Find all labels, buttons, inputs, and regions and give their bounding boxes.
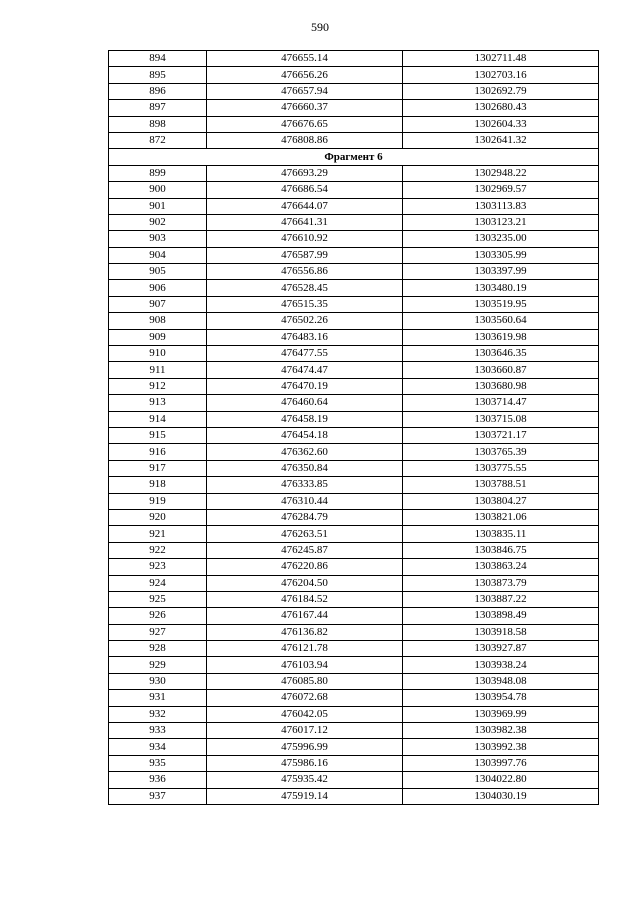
point-number-cell: 929 — [109, 657, 207, 673]
table-row — [109, 690, 599, 706]
y-coordinate-cell: 1303619.98 — [403, 329, 599, 345]
x-coordinate-cell: 475986.16 — [207, 755, 403, 771]
table-row — [109, 706, 599, 722]
point-number-cell: 895 — [109, 67, 207, 83]
x-coordinate-cell: 476656.26 — [207, 67, 403, 83]
y-coordinate-cell: 1303715.08 — [403, 411, 599, 427]
x-coordinate-cell: 476808.86 — [207, 132, 403, 148]
point-number-cell: 910 — [109, 346, 207, 362]
table-row — [109, 362, 599, 378]
y-coordinate-cell: 1303927.87 — [403, 641, 599, 657]
y-coordinate-cell: 1302703.16 — [403, 67, 599, 83]
x-coordinate-cell: 476460.64 — [207, 395, 403, 411]
table-row — [109, 51, 599, 67]
table-row — [109, 591, 599, 607]
table-row — [109, 673, 599, 689]
y-coordinate-cell: 1302641.32 — [403, 132, 599, 148]
y-coordinate-cell: 1302969.57 — [403, 182, 599, 198]
x-coordinate-cell: 476657.94 — [207, 83, 403, 99]
x-coordinate-cell: 476655.14 — [207, 51, 403, 67]
x-coordinate-cell: 476474.47 — [207, 362, 403, 378]
coordinates-table-body — [109, 51, 599, 805]
table-row — [109, 165, 599, 181]
point-number-cell: 922 — [109, 542, 207, 558]
point-number-cell: 899 — [109, 165, 207, 181]
table-row — [109, 460, 599, 476]
table-row — [109, 264, 599, 280]
y-coordinate-cell: 1303835.11 — [403, 526, 599, 542]
table-row — [109, 100, 599, 116]
y-coordinate-cell: 1303660.87 — [403, 362, 599, 378]
x-coordinate-cell: 476103.94 — [207, 657, 403, 673]
point-number-cell: 901 — [109, 198, 207, 214]
point-number-cell: 905 — [109, 264, 207, 280]
point-number-cell: 908 — [109, 313, 207, 329]
y-coordinate-cell: 1303560.64 — [403, 313, 599, 329]
table-row — [109, 378, 599, 394]
coordinates-table — [108, 50, 599, 805]
table-row — [109, 575, 599, 591]
y-coordinate-cell: 1303113.83 — [403, 198, 599, 214]
point-number-cell: 915 — [109, 427, 207, 443]
point-number-cell: 917 — [109, 460, 207, 476]
y-coordinate-cell: 1303519.95 — [403, 296, 599, 312]
table-row — [109, 198, 599, 214]
table-row — [109, 608, 599, 624]
x-coordinate-cell: 476263.51 — [207, 526, 403, 542]
table-row — [109, 116, 599, 132]
y-coordinate-cell: 1303305.99 — [403, 247, 599, 263]
y-coordinate-cell: 1303680.98 — [403, 378, 599, 394]
table-row — [109, 182, 599, 198]
point-number-cell: 934 — [109, 739, 207, 755]
x-coordinate-cell: 476587.99 — [207, 247, 403, 263]
y-coordinate-cell: 1303397.99 — [403, 264, 599, 280]
x-coordinate-cell: 476693.29 — [207, 165, 403, 181]
table-row — [109, 296, 599, 312]
table-row — [109, 739, 599, 755]
point-number-cell: 924 — [109, 575, 207, 591]
y-coordinate-cell: 1303235.00 — [403, 231, 599, 247]
table-row — [109, 559, 599, 575]
table-row — [109, 657, 599, 673]
x-coordinate-cell: 476121.78 — [207, 641, 403, 657]
y-coordinate-cell: 1303863.24 — [403, 559, 599, 575]
point-number-cell: 923 — [109, 559, 207, 575]
y-coordinate-cell: 1303788.51 — [403, 477, 599, 493]
point-number-cell: 900 — [109, 182, 207, 198]
y-coordinate-cell: 1303765.39 — [403, 444, 599, 460]
x-coordinate-cell: 476085.80 — [207, 673, 403, 689]
x-coordinate-cell: 476454.18 — [207, 427, 403, 443]
point-number-cell: 912 — [109, 378, 207, 394]
point-number-cell: 931 — [109, 690, 207, 706]
point-number-cell: 932 — [109, 706, 207, 722]
table-row — [109, 280, 599, 296]
y-coordinate-cell: 1303997.76 — [403, 755, 599, 771]
x-coordinate-cell: 476167.44 — [207, 608, 403, 624]
x-coordinate-cell: 476310.44 — [207, 493, 403, 509]
table-row — [109, 411, 599, 427]
y-coordinate-cell: 1303992.38 — [403, 739, 599, 755]
x-coordinate-cell: 476017.12 — [207, 723, 403, 739]
section-title: Фрагмент 6 — [109, 149, 599, 165]
y-coordinate-cell: 1303938.24 — [403, 657, 599, 673]
y-coordinate-cell: 1302692.79 — [403, 83, 599, 99]
point-number-cell: 936 — [109, 772, 207, 788]
point-number-cell: 918 — [109, 477, 207, 493]
point-number-cell: 909 — [109, 329, 207, 345]
x-coordinate-cell: 476333.85 — [207, 477, 403, 493]
point-number-cell: 935 — [109, 755, 207, 771]
point-number-cell: 937 — [109, 788, 207, 804]
point-number-cell: 926 — [109, 608, 207, 624]
table-row — [109, 83, 599, 99]
point-number-cell: 921 — [109, 526, 207, 542]
x-coordinate-cell: 476042.05 — [207, 706, 403, 722]
y-coordinate-cell: 1302711.48 — [403, 51, 599, 67]
x-coordinate-cell: 476556.86 — [207, 264, 403, 280]
table-row — [109, 132, 599, 148]
x-coordinate-cell: 476362.60 — [207, 444, 403, 460]
table-row — [109, 624, 599, 640]
point-number-cell: 907 — [109, 296, 207, 312]
x-coordinate-cell: 476184.52 — [207, 591, 403, 607]
point-number-cell: 913 — [109, 395, 207, 411]
x-coordinate-cell: 476477.55 — [207, 346, 403, 362]
x-coordinate-cell: 475996.99 — [207, 739, 403, 755]
y-coordinate-cell: 1303804.27 — [403, 493, 599, 509]
x-coordinate-cell: 476515.35 — [207, 296, 403, 312]
table-row — [109, 723, 599, 739]
table-row — [109, 444, 599, 460]
table-row — [109, 247, 599, 263]
table-row — [109, 67, 599, 83]
y-coordinate-cell: 1303948.08 — [403, 673, 599, 689]
point-number-cell: 894 — [109, 51, 207, 67]
y-coordinate-cell: 1304022.80 — [403, 772, 599, 788]
point-number-cell: 904 — [109, 247, 207, 263]
y-coordinate-cell: 1303982.38 — [403, 723, 599, 739]
table-row — [109, 477, 599, 493]
point-number-cell: 916 — [109, 444, 207, 460]
x-coordinate-cell: 476528.45 — [207, 280, 403, 296]
point-number-cell: 919 — [109, 493, 207, 509]
x-coordinate-cell: 475919.14 — [207, 788, 403, 804]
table-row — [109, 542, 599, 558]
point-number-cell: 902 — [109, 214, 207, 230]
table-row — [109, 755, 599, 771]
x-coordinate-cell: 476660.37 — [207, 100, 403, 116]
point-number-cell: 927 — [109, 624, 207, 640]
point-number-cell: 898 — [109, 116, 207, 132]
table-row — [109, 395, 599, 411]
y-coordinate-cell: 1303714.47 — [403, 395, 599, 411]
y-coordinate-cell: 1303775.55 — [403, 460, 599, 476]
point-number-cell: 914 — [109, 411, 207, 427]
point-number-cell: 925 — [109, 591, 207, 607]
table-row — [109, 641, 599, 657]
y-coordinate-cell: 1303969.99 — [403, 706, 599, 722]
section-header-row — [109, 149, 599, 165]
table-row — [109, 231, 599, 247]
x-coordinate-cell: 476350.84 — [207, 460, 403, 476]
y-coordinate-cell: 1304030.19 — [403, 788, 599, 804]
x-coordinate-cell: 476136.82 — [207, 624, 403, 640]
x-coordinate-cell: 476245.87 — [207, 542, 403, 558]
table-row — [109, 526, 599, 542]
point-number-cell: 920 — [109, 509, 207, 525]
y-coordinate-cell: 1303821.06 — [403, 509, 599, 525]
x-coordinate-cell: 476204.50 — [207, 575, 403, 591]
point-number-cell: 911 — [109, 362, 207, 378]
y-coordinate-cell: 1302948.22 — [403, 165, 599, 181]
x-coordinate-cell: 476644.07 — [207, 198, 403, 214]
point-number-cell: 906 — [109, 280, 207, 296]
y-coordinate-cell: 1302604.33 — [403, 116, 599, 132]
x-coordinate-cell: 476502.26 — [207, 313, 403, 329]
x-coordinate-cell: 476458.19 — [207, 411, 403, 427]
x-coordinate-cell: 476220.86 — [207, 559, 403, 575]
y-coordinate-cell: 1303887.22 — [403, 591, 599, 607]
page-number: 590 — [311, 20, 329, 34]
y-coordinate-cell: 1303898.49 — [403, 608, 599, 624]
y-coordinate-cell: 1303123.21 — [403, 214, 599, 230]
point-number-cell: 896 — [109, 83, 207, 99]
x-coordinate-cell: 475935.42 — [207, 772, 403, 788]
table-row — [109, 772, 599, 788]
x-coordinate-cell: 476676.65 — [207, 116, 403, 132]
point-number-cell: 930 — [109, 673, 207, 689]
y-coordinate-cell: 1303480.19 — [403, 280, 599, 296]
x-coordinate-cell: 476483.16 — [207, 329, 403, 345]
table-row — [109, 493, 599, 509]
point-number-cell: 872 — [109, 132, 207, 148]
table-row — [109, 788, 599, 804]
table-row — [109, 346, 599, 362]
table-row — [109, 214, 599, 230]
x-coordinate-cell: 476610.92 — [207, 231, 403, 247]
y-coordinate-cell: 1303846.75 — [403, 542, 599, 558]
x-coordinate-cell: 476686.54 — [207, 182, 403, 198]
point-number-cell: 933 — [109, 723, 207, 739]
y-coordinate-cell: 1303954.78 — [403, 690, 599, 706]
x-coordinate-cell: 476284.79 — [207, 509, 403, 525]
x-coordinate-cell: 476641.31 — [207, 214, 403, 230]
y-coordinate-cell: 1303721.17 — [403, 427, 599, 443]
table-row — [109, 313, 599, 329]
y-coordinate-cell: 1303918.58 — [403, 624, 599, 640]
y-coordinate-cell: 1303646.35 — [403, 346, 599, 362]
point-number-cell: 903 — [109, 231, 207, 247]
table-row — [109, 509, 599, 525]
table-row — [109, 427, 599, 443]
point-number-cell: 897 — [109, 100, 207, 116]
x-coordinate-cell: 476470.19 — [207, 378, 403, 394]
x-coordinate-cell: 476072.68 — [207, 690, 403, 706]
point-number-cell: 928 — [109, 641, 207, 657]
y-coordinate-cell: 1303873.79 — [403, 575, 599, 591]
y-coordinate-cell: 1302680.43 — [403, 100, 599, 116]
table-row — [109, 329, 599, 345]
